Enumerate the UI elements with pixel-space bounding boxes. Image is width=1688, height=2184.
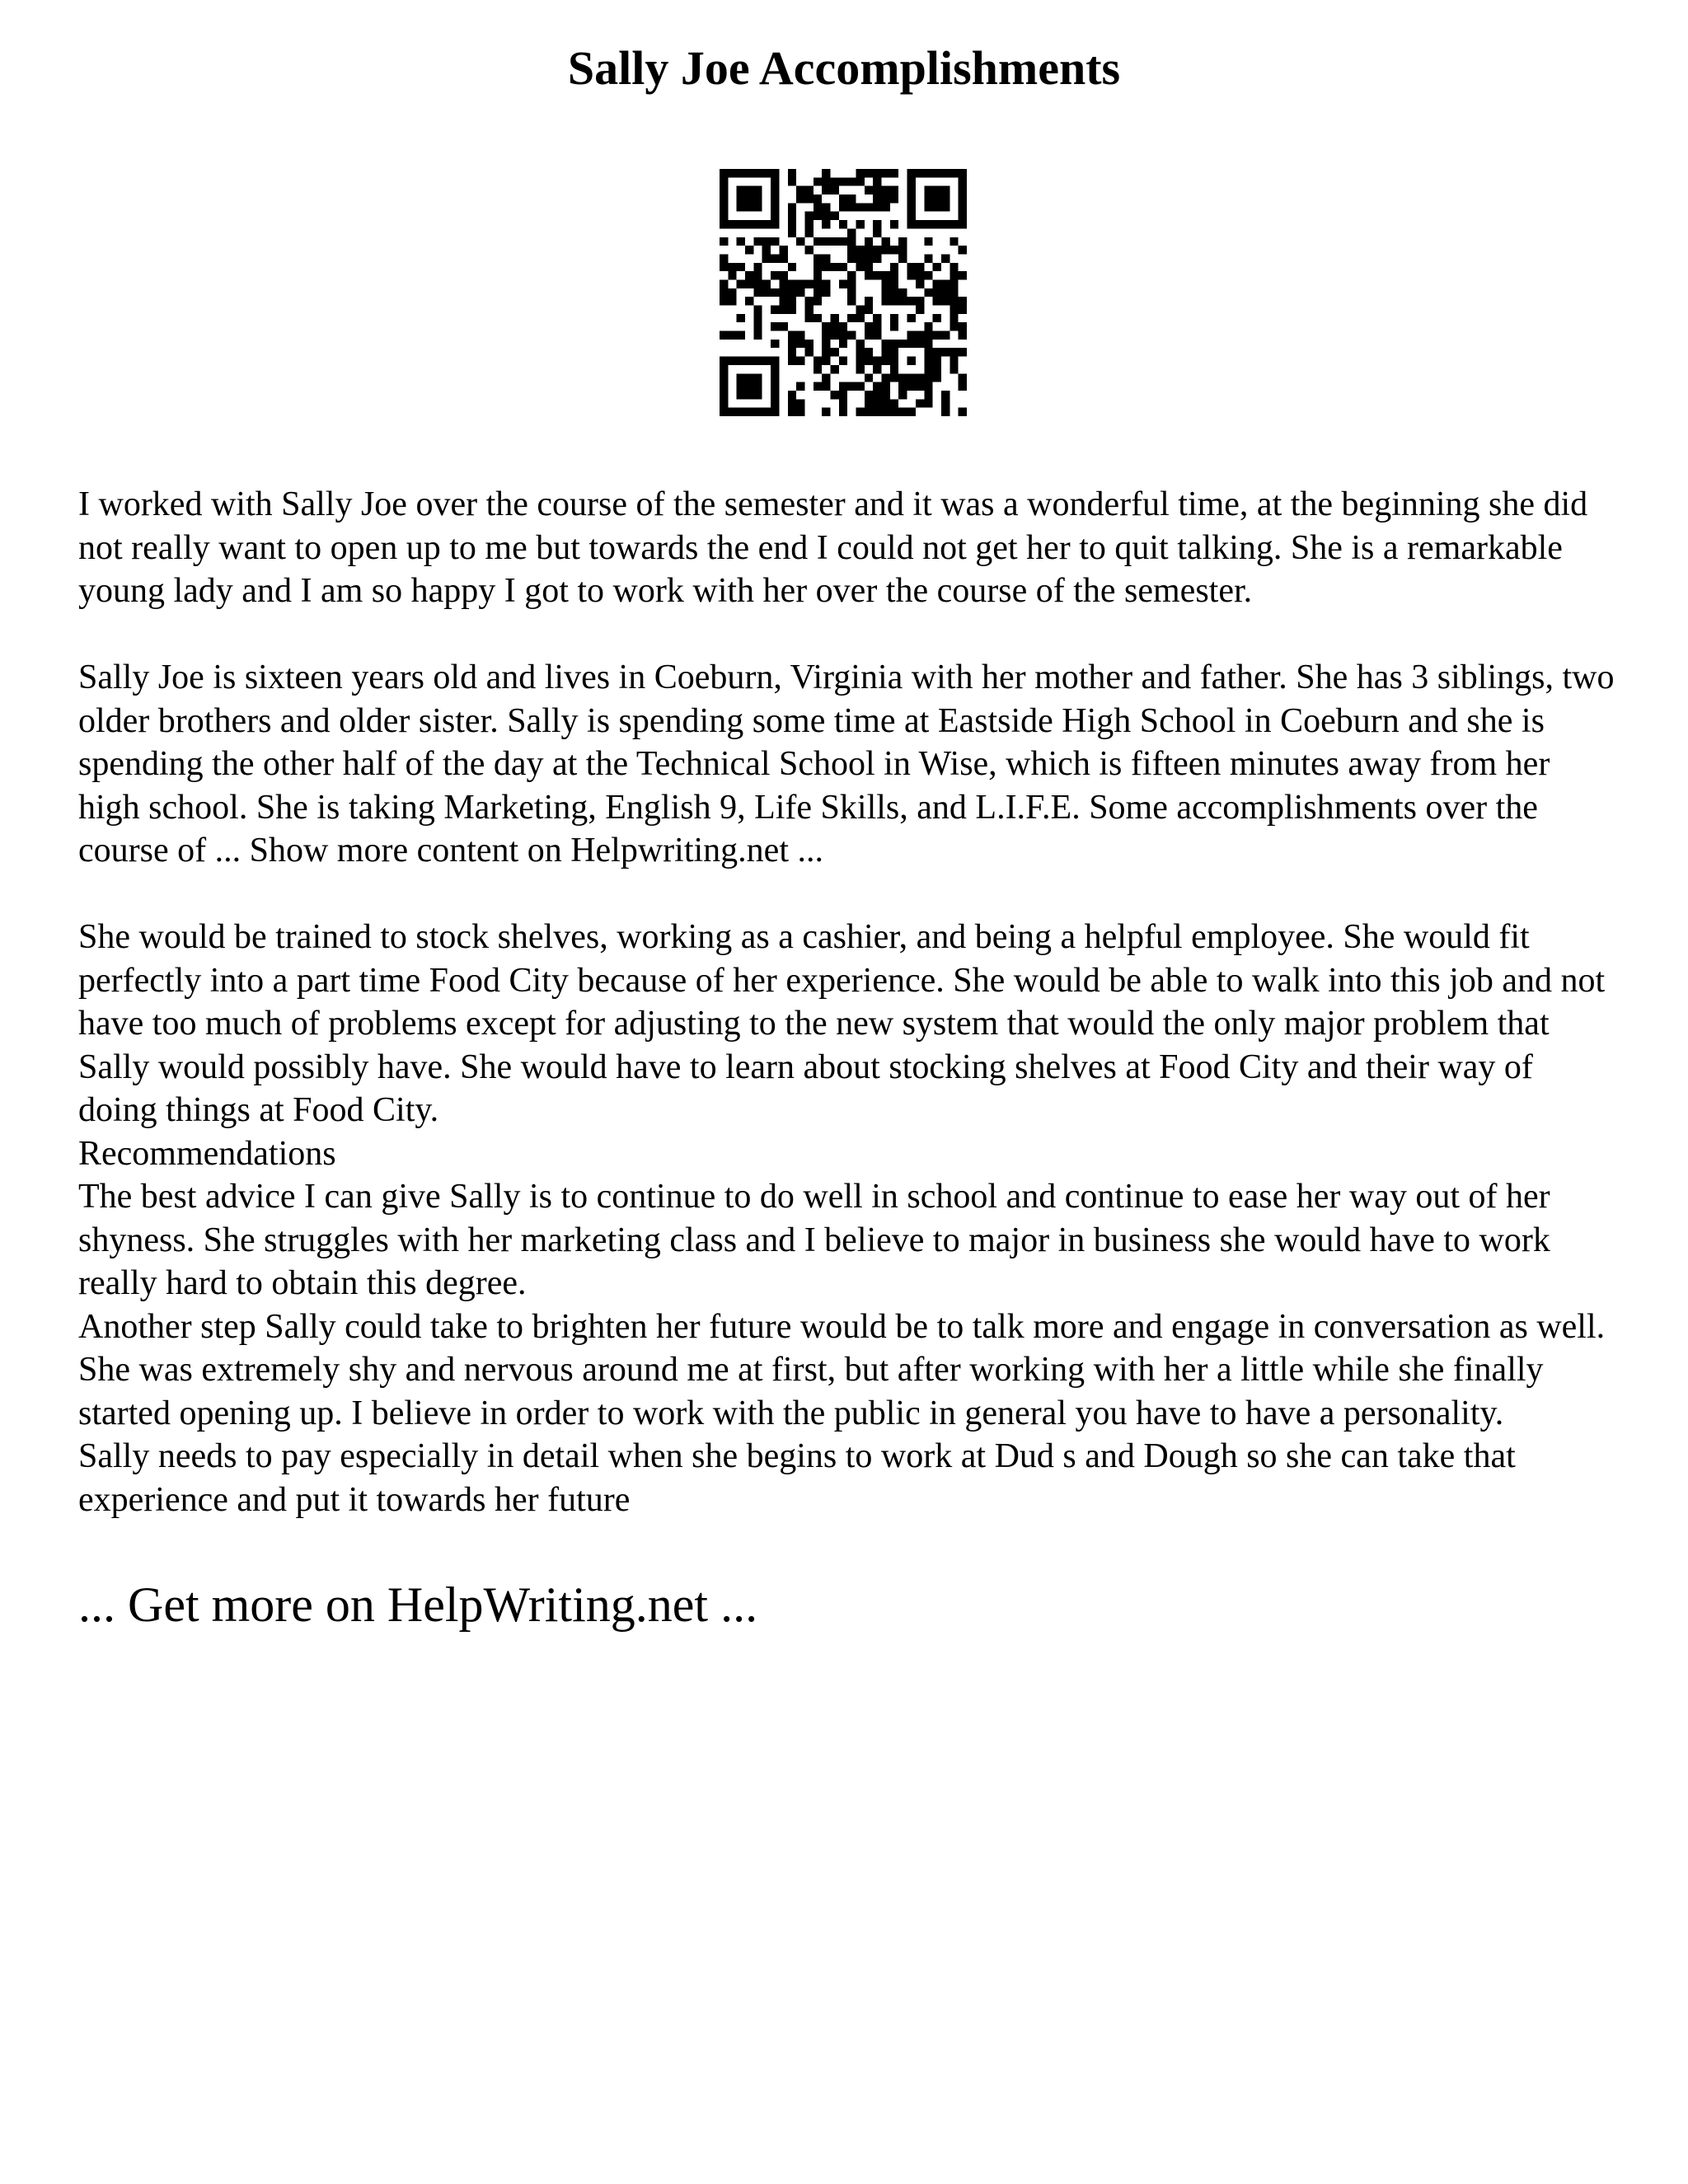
get-more-link[interactable]: ... Get more on HelpWriting.net ... (78, 1577, 758, 1632)
qr-code-graphic (720, 169, 967, 416)
background-paragraph: Sally Joe is sixteen years old and lives in Coeburn, Virginia with her mother and father. She has 3 siblings, two older brothers and older sister. Sally is spending some time at Eastside High School in Coeburn and she is spending the other half of the day at the Technical School in Wise, which is fifteen minutes away from her high school. She is taking Marketing, English 9, Life Skills, and L.I.F.E. Some accomplishments over the course of ... Show more content on Helpwriting.net ... (78, 658, 1615, 869)
intro-paragraph: I worked with Sally Joe over the course of the semester and it was a wonderful time, at the beginning she did not really want to open up to me but towards the end I could not get her to quit talking. She is a remarkable young lady and I am so happy I got to work with her over the course of the semester. (78, 485, 1588, 610)
qr-code-icon (720, 169, 967, 416)
job-fit-paragraph: She would be trained to stock shelves, working as a cashier, and being a helpful employee. She would fit perfectly into a part time Food City because of her experience. She would be able to walk into this job and not have too much of problems except for adjusting to the new system that would the only major problem that Sally would possibly have. She would have to learn about stocking shelves at Food City and their way of doing things at Food City. (78, 918, 1606, 1129)
document-body (78, 483, 1620, 1521)
closing-paragraph: Sally needs to pay especially in detail when she begins to work at Dud s and Dough so she can take that experience and put it towards her future (78, 1437, 1516, 1519)
next-step-paragraph: Another step Sally could take to brighten her future would be to talk more and engage in conversation as well. She was extremely shy and nervous around me at first, but after working with her a little while she finally started opening up. I believe in order to work with the public in general you have to have a personality. (78, 1307, 1606, 1432)
recommendations-heading: Recommendations (78, 1134, 336, 1173)
page-title: Sally Joe Accomplishments (567, 41, 1121, 95)
advice-paragraph: The best advice I can give Sally is to continue to do well in school and continue to ease her way out of her shyness. She struggles with her marketing class and I believe to major in business she would have to work really hard to obtain this degree. (78, 1178, 1550, 1302)
